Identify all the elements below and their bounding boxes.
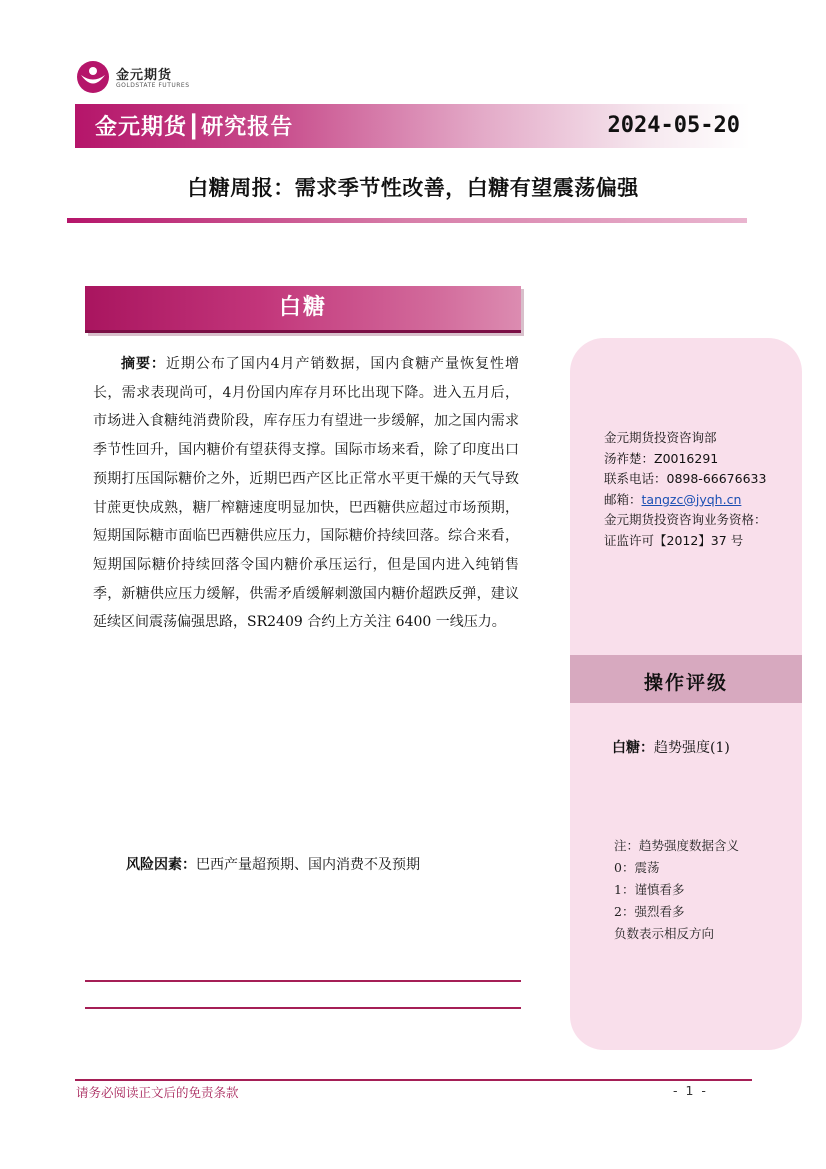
report-title: 白糖周报：需求季节性改善，白糖有望震荡偏强 — [187, 176, 639, 200]
header-title: 金元期货┃研究报告 — [95, 115, 294, 140]
rating-value — [612, 737, 730, 757]
risk-text: 巴西产量超预期、国内消费不及预期 — [196, 857, 420, 873]
risk-label: 风险因素： — [126, 857, 196, 873]
summary-label: 摘要： — [121, 356, 166, 372]
note-item: 注：趋势强度数据含义 — [614, 838, 740, 853]
section-divider — [85, 1007, 521, 1009]
company-logo — [76, 60, 196, 94]
logo-mark-icon — [76, 60, 110, 94]
footer-divider — [75, 1079, 752, 1081]
contact-email-label: 邮箱： — [604, 491, 642, 507]
contact-qualification: 金元期货投资咨询业务资格： — [604, 512, 767, 527]
contact-license: 证监许可【2012】37 号 — [604, 532, 744, 548]
contact-email-link[interactable]: tangzc@jyqh.cn — [641, 491, 742, 507]
note-item: 2：强烈看多 — [614, 904, 685, 919]
rating-notes — [614, 835, 739, 945]
note-item: 1：谨慎看多 — [614, 882, 685, 897]
rating-title: 操作评级 — [643, 672, 728, 694]
summary-text: 近期公布了国内4月产销数据，国内食糖产量恢复性增长，需求表现尚可，4月份国内库存月环比出现下降。进入五月后，市场进入食糖纯消费阶段，库存压力有望进一步缓解，加之国内需求季节性回升，国内糖价有望获得支撑。国际市场来看，除了印度出口预期打压国际糖价之外，近期巴西产区比正常水平更干燥的天气导致甘蔗更快成熟，糖厂榨糖速度明显加快，巴西糖供应超过市场预期，短期国际糖市面临巴西糖供应压力，国际糖价持续回落。综合来看，短期国际糖价持续回落令国内糖价承压运行，但是国内进入纯销售季，新糖供应压力缓解，供需矛盾缓解刺激国内糖价超跌反弹，建议延续区间震荡偏强思路，SR2409 合约上方关注 6400 一线压力。 — [93, 356, 520, 631]
contact-analyst: 汤祚楚：Z0016291 — [604, 450, 719, 466]
report-date: 2024-05-20 — [607, 113, 740, 138]
footer-disclaimer: 请务必阅读正文后的免责条款 — [76, 1085, 239, 1100]
contact-department: 金元期货投资咨询部 — [604, 430, 717, 445]
rating-trend-strength: 趋势强度(1) — [654, 740, 730, 756]
section-divider — [85, 980, 521, 982]
logo-name-en: GOLDSTATE FUTURES — [116, 82, 190, 89]
page-number: - 1 - — [673, 1083, 708, 1098]
section-heading: 白糖 — [85, 286, 521, 333]
contact-email-row — [604, 490, 767, 511]
note-item: 负数表示相反方向 — [614, 926, 715, 941]
contact-phone: 联系电话：0898-66676633 — [604, 471, 767, 486]
risk-factors — [126, 854, 420, 874]
rating-commodity-label: 白糖： — [612, 740, 654, 756]
note-item: 0：震荡 — [614, 860, 660, 875]
title-divider — [67, 218, 747, 223]
contact-block — [604, 428, 767, 551]
summary-paragraph — [93, 350, 519, 637]
logo-name-cn: 金元期货 — [116, 68, 173, 83]
